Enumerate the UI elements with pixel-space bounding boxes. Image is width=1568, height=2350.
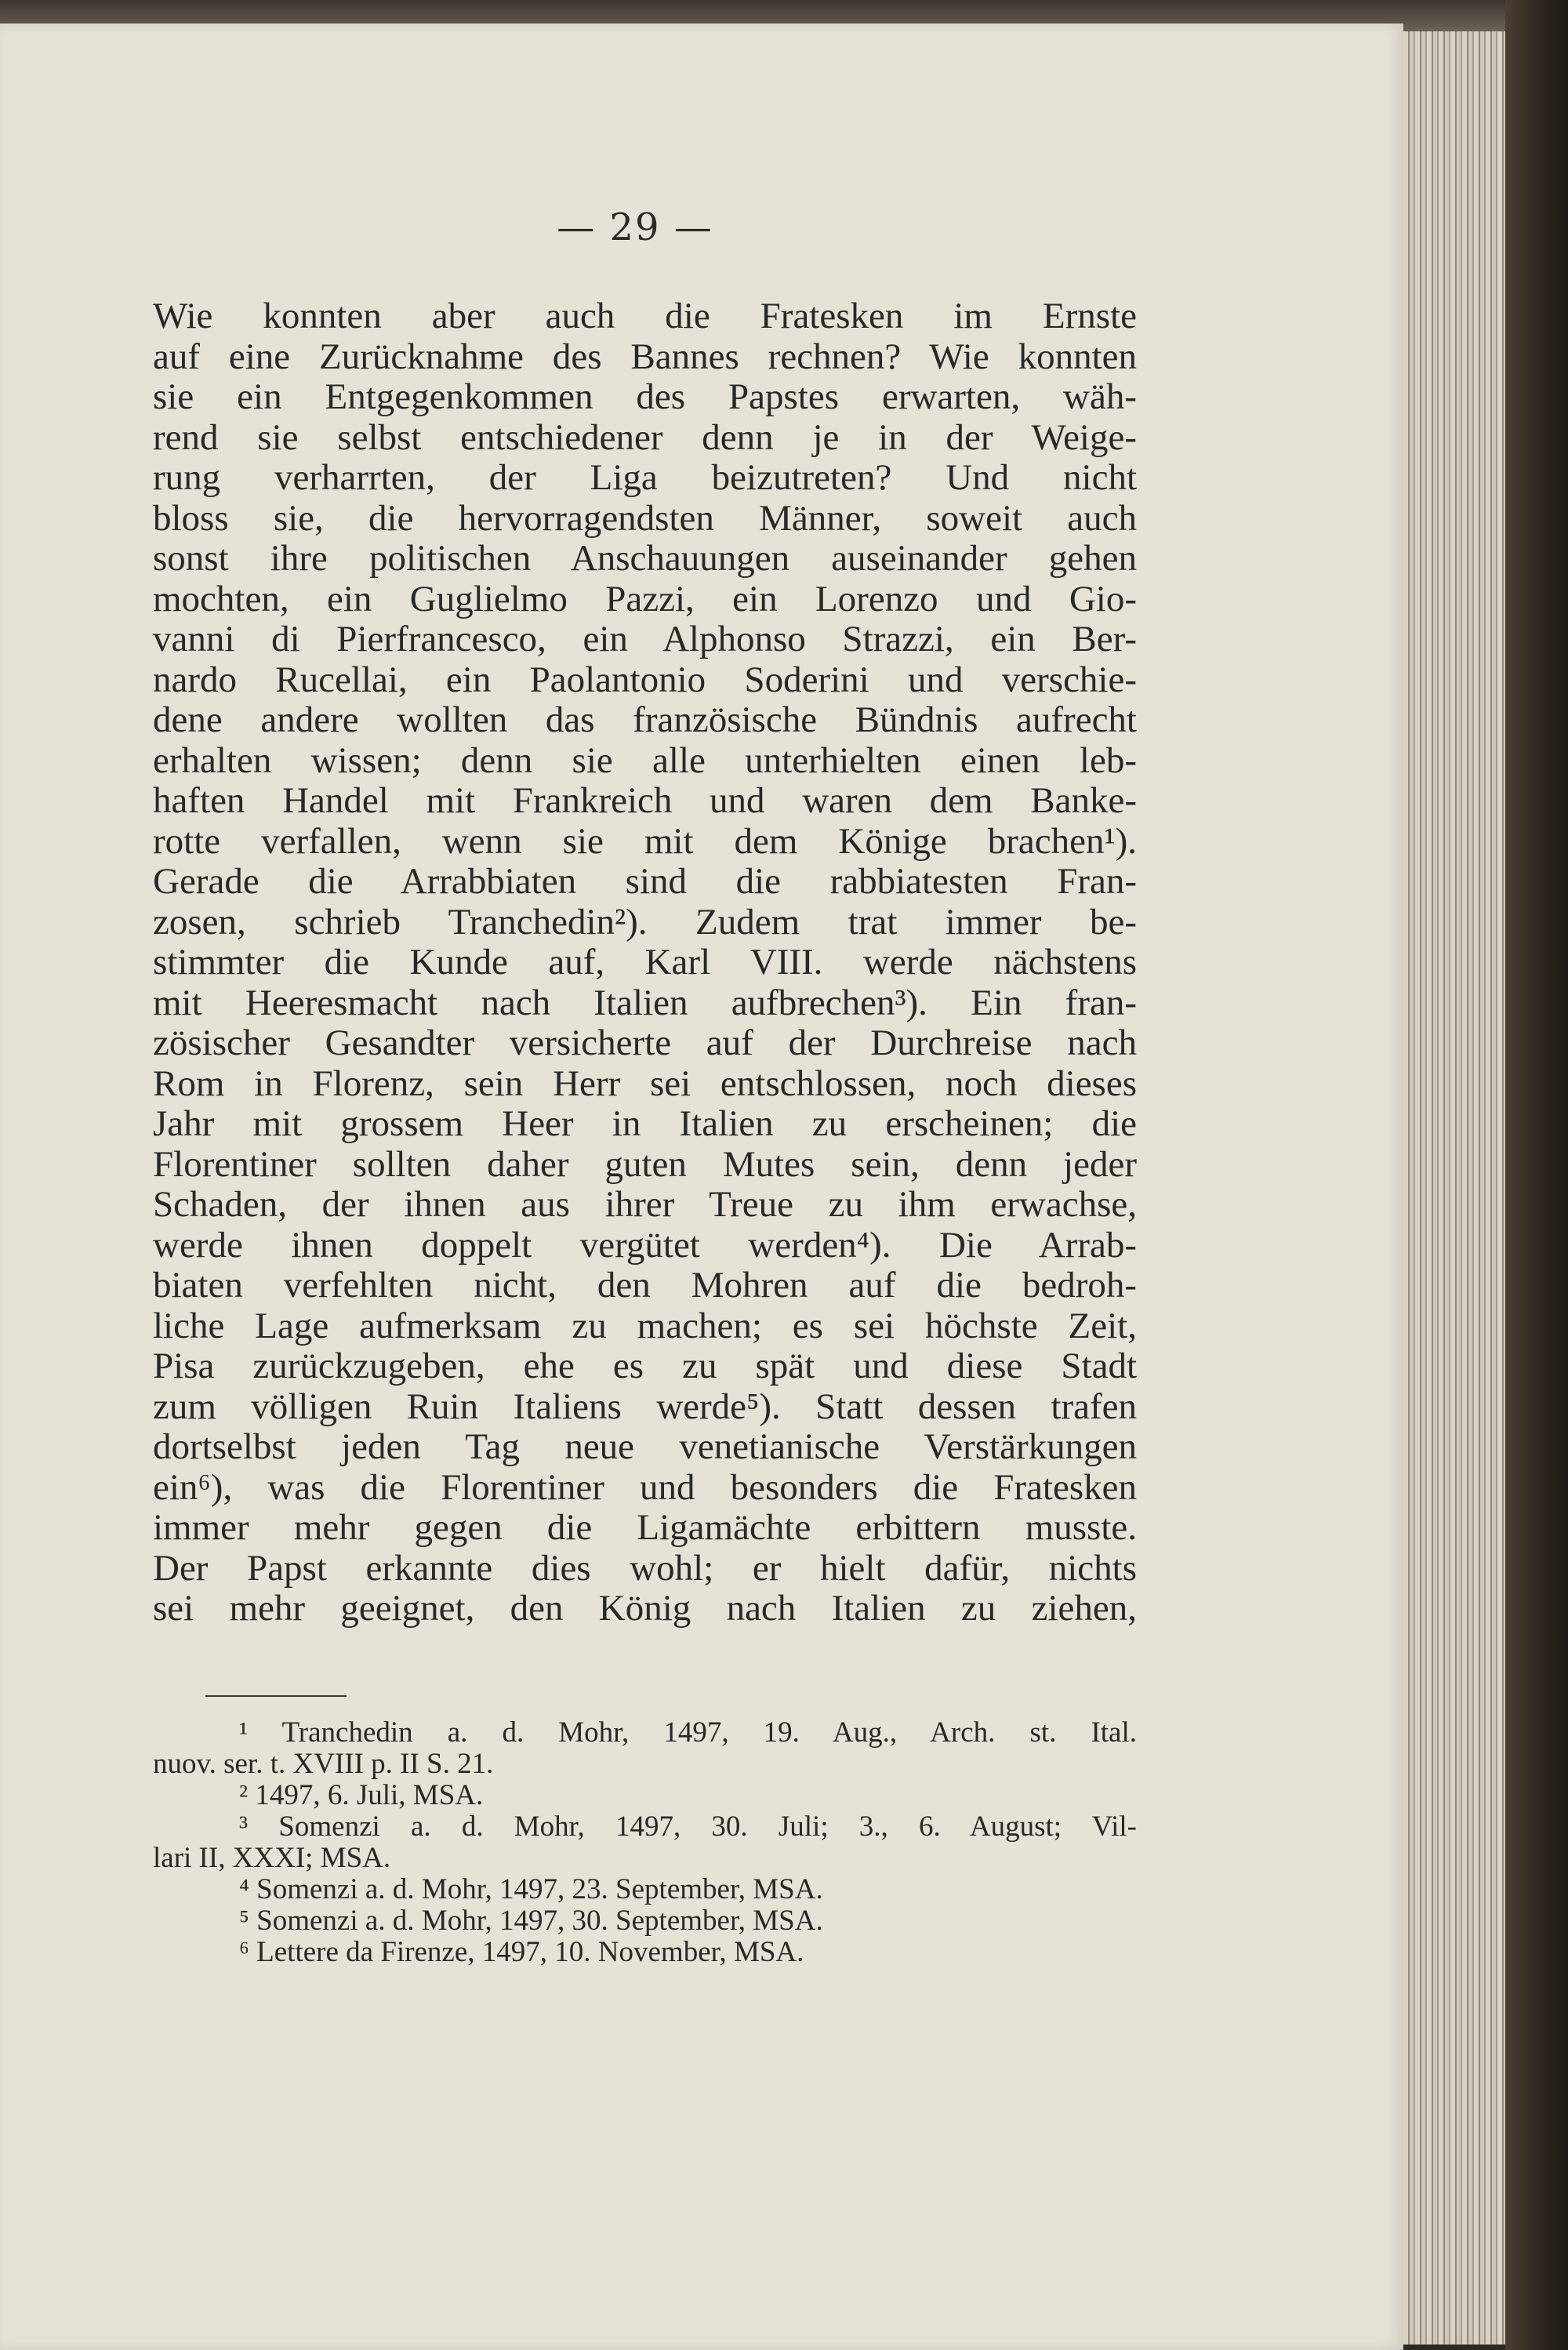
body-line: zösischer Gesandter versicherte auf der Durchreise nach — [153, 1022, 1137, 1063]
footnote-line: ⁶ Lettere da Firenze, 1497, 10. November, MSA. — [239, 1936, 804, 1968]
body-line: Rom in Florenz, sein Herr sei entschlossen, noch dieses — [153, 1062, 1137, 1104]
body-line: dortselbst jeden Tag neue venetianische Verstärkungen — [153, 1426, 1137, 1467]
body-line: rend sie selbst entschiedener denn je in der Weige- — [153, 416, 1137, 458]
footnote-separator — [205, 1695, 347, 1697]
body-line: mit Heeresmacht nach Italien aufbrechen³). Ein fran- — [153, 982, 1137, 1023]
body-line: rung verharrten, der Liga beizutreten? Und nicht — [153, 457, 1137, 498]
book-cover-edge — [1505, 0, 1568, 2350]
body-line: Jahr mit grossem Heer in Italien zu erscheinen; die — [153, 1103, 1137, 1144]
page-number: — 29 — — [557, 205, 713, 249]
body-line: haften Handel mit Frankreich und waren dem Banke- — [153, 780, 1137, 821]
body-line: Pisa zurückzugeben, ehe es zu spät und diese Stadt — [153, 1346, 1137, 1386]
footnote-line: ⁵ Somenzi a. d. Mohr, 1497, 30. September, MSA. — [239, 1905, 823, 1937]
body-line: Wie konnten aber auch die Fratesken im Ernste — [153, 296, 1137, 336]
body-line: Gerade die Arrabbiaten sind die rabbiatesten Fran- — [153, 861, 1137, 902]
footnote-line: ³ Somenzi a. d. Mohr, 1497, 30. Juli; 3., 6. August; Vil- — [239, 1811, 1137, 1843]
body-line: rotte verfallen, wenn sie mit dem Könige brachen¹). — [153, 820, 1137, 862]
body-line: ein⁶), was die Florentiner und besonders die Fratesken — [153, 1466, 1137, 1508]
footnote-line: lari II, XXXI; MSA. — [153, 1842, 391, 1874]
body-line: vanni di Pierfrancesco, ein Alphonso Strazzi, ein Ber- — [153, 619, 1137, 659]
body-line: sie ein Entgegenkommen des Papstes erwarten, wäh- — [153, 376, 1137, 417]
body-line: liche Lage aufmerksam zu machen; es sei höchste Zeit, — [153, 1305, 1137, 1346]
body-line: sei mehr geeignet, den König nach Italien zu ziehen, — [153, 1588, 1137, 1629]
body-line: mochten, ein Guglielmo Pazzi, ein Lorenzo und Gio- — [153, 578, 1137, 619]
body-text — [153, 296, 1137, 1629]
page-stack-edge — [1403, 31, 1505, 2345]
footnote-line: nuov. ser. t. XVIII p. II S. 21. — [153, 1748, 494, 1780]
body-line: bloss sie, die hervorragendsten Männer, soweit auch — [153, 497, 1137, 539]
footnote-line: ² 1497, 6. Juli, MSA. — [239, 1779, 484, 1811]
body-line: zosen, schrieb Tranchedin²). Zudem trat immer be- — [153, 901, 1137, 943]
body-line: Florentiner sollten daher guten Mutes sein, denn jeder — [153, 1143, 1137, 1185]
body-line: auf eine Zurücknahme des Bannes rechnen? Wie konnten — [153, 336, 1137, 377]
footnotes — [153, 1717, 1137, 1968]
body-line: Der Papst erkannte dies wohl; er hielt dafür, nichts — [153, 1547, 1137, 1589]
body-line: immer mehr gegen die Ligamächte erbittern musste. — [153, 1507, 1137, 1548]
body-line: Schaden, der ihnen aus ihrer Treue zu ihm erwachse, — [153, 1184, 1137, 1225]
body-line: werde ihnen doppelt vergütet werden⁴). Die Arrab- — [153, 1224, 1137, 1266]
body-line: sonst ihre politischen Anschauungen auseinander gehen — [153, 538, 1137, 579]
body-line: stimmter die Kunde auf, Karl VIII. werde nächstens — [153, 942, 1137, 982]
body-line: nardo Rucellai, ein Paolantonio Soderini und verschie- — [153, 659, 1137, 700]
body-line: zum völligen Ruin Italiens werde⁵). Statt dessen trafen — [153, 1386, 1137, 1427]
body-line: biaten verfehlten nicht, den Mohren auf die bedroh- — [153, 1265, 1137, 1306]
body-line: erhalten wissen; denn sie alle unterhielten einen leb- — [153, 739, 1137, 781]
body-line: dene andere wollten das französische Bündnis aufrecht — [153, 699, 1137, 740]
footnote-line: ¹ Tranchedin a. d. Mohr, 1497, 19. Aug., Arch. st. Ital. — [239, 1716, 1137, 1749]
footnote-line: ⁴ Somenzi a. d. Mohr, 1497, 23. September, MSA. — [239, 1873, 823, 1905]
